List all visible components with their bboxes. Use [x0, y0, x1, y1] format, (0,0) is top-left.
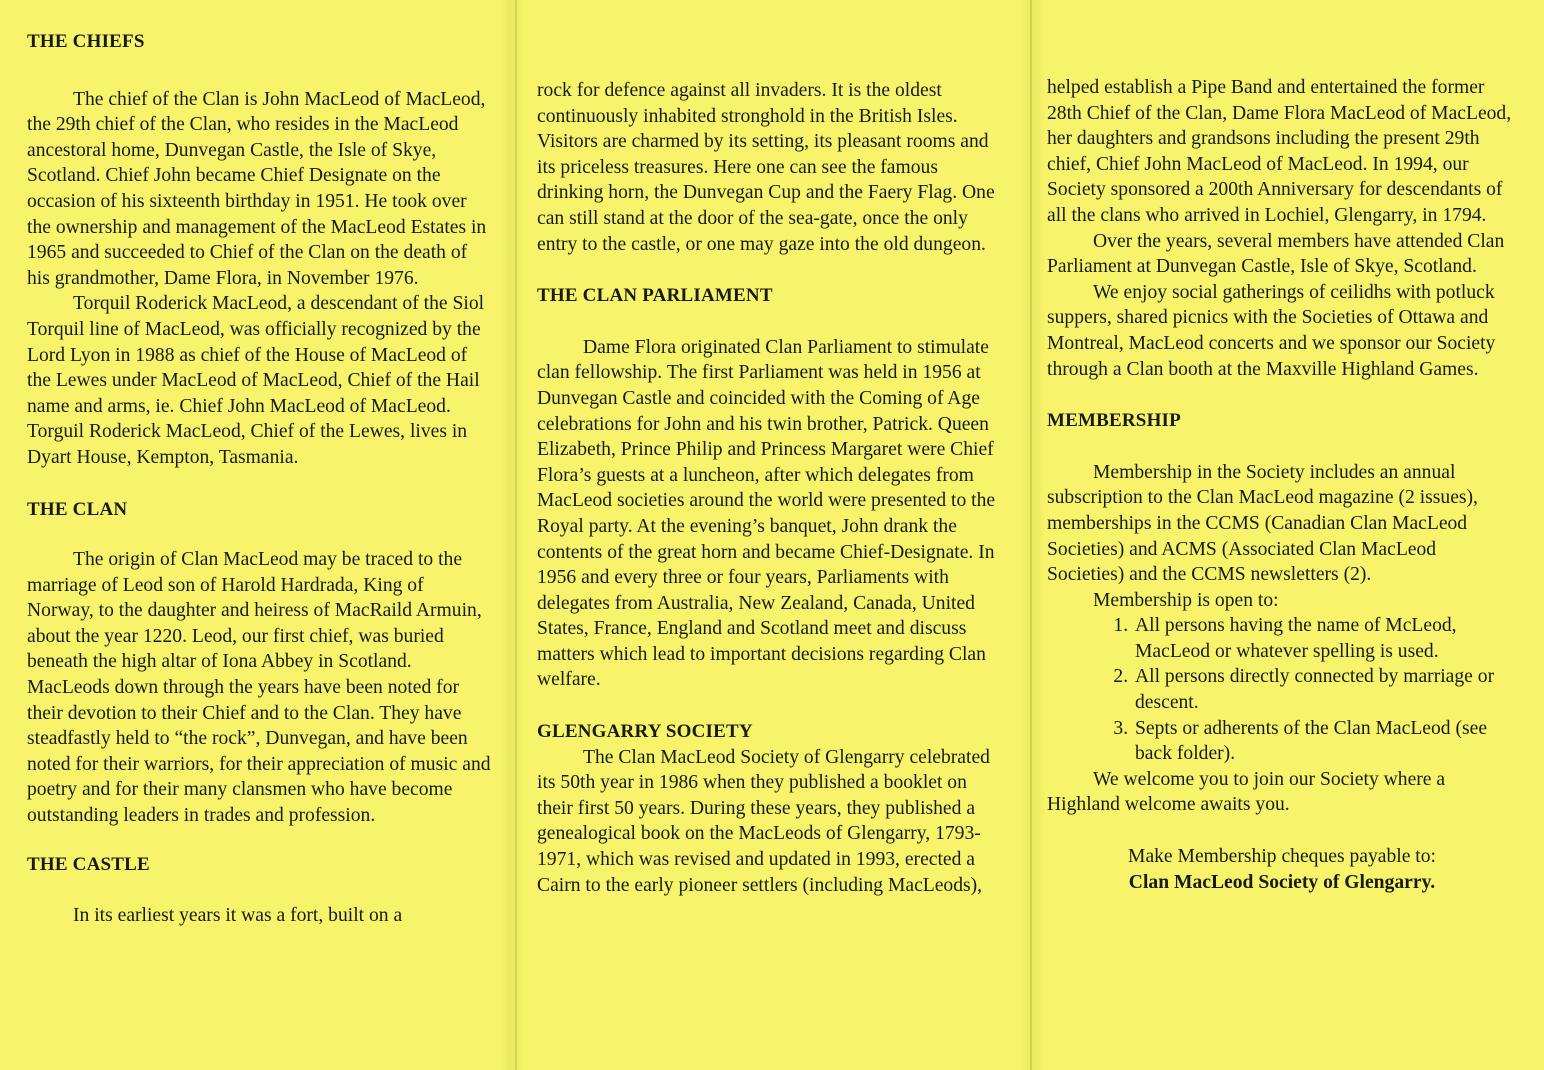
column-middle: [537, 78, 1007, 898]
heading-glengarry-society: GLENGARRY SOCIETY: [537, 721, 753, 743]
heading-the-chiefs: THE CHIEFS: [27, 31, 145, 52]
castle-paragraph-continued: rock for defence against all invaders. It is the oldest continuously inhabited stronghold in the British Isles. Visitors are charmed by its setting, its pleasant rooms and its priceless treasures. Here one can see the famous drinking horn, the Dunvegan Cup and the Faery Flag. One can still stand at the door of the sea-gate, once the only entry to the castle, or one may gaze into the old dungeon.: [537, 80, 995, 255]
membership-eligibility-list: [1047, 613, 1517, 767]
glengarry-paragraph-3: We enjoy social gatherings of ceilidhs with potluck suppers, shared picnics with the Societies of Ottawa and Montreal, MacLeod concerts and we sponsor our Society through a Clan booth at the Maxville Highland Games.: [1047, 281, 1496, 380]
fold-line-right: [1030, 0, 1032, 1070]
list-item: 2. All persons directly connected by marriage or descent.: [1133, 664, 1517, 715]
fold-line-left: [515, 0, 517, 1070]
glengarry-paragraph-continued: helped establish a Pipe Band and entertained the former 28th Chief of the Clan, Dame Flora MacLeod of MacLeod, her daughters and grandsons including the present 29th chief, Chief John MacLeod of MacLeod. In 1994, our Society sponsored a 200th Anniversary for descendants of all the clans who arrived in Lochiel, Glengarry, in 1794.: [1047, 77, 1512, 226]
membership-paragraph-1: Membership in the Society includes an annual subscription to the Clan MacLeod magazine (2 issues), memberships in the CCMS (Canadian Clan MacLeod Societies) and ACMS (Associated Clan MacLeod Societies) and the CCMS newsletters (2).: [1047, 461, 1478, 586]
heading-clan-parliament: THE CLAN PARLIAMENT: [537, 285, 773, 307]
castle-paragraph-1: In its earliest years it was a fort, built on a: [73, 905, 403, 927]
column-right: [1047, 75, 1517, 895]
list-item: 3. Septs or adherents of the Clan MacLeod (see back folder).: [1133, 716, 1517, 767]
membership-open-to: Membership is open to:: [1093, 589, 1279, 611]
clan-paragraph-1: The origin of Clan MacLeod may be traced to the marriage of Leod son of Harold Hardrada, King of Norway, to the daughter and heiress of MacRaild Armuin, about the year 1220. Leod, our first chief, was buried beneath the high altar of Iona Abbey in Scotland. MacLeods down through the years have been noted for their devotion to their Chief and to the Clan. They have steadfastly held to “the rock”, Dunvegan, and have been noted for their warriors, for their appreciation of music and poetry and for their many clansmen who have become outstanding leaders in trades and profession.: [27, 549, 491, 827]
list-item: 1. All persons having the name of McLeod, MacLeod or whatever spelling is used.: [1133, 613, 1517, 664]
chiefs-paragraph-1: The chief of the Clan is John MacLeod of MacLeod, the 29th chief of the Clan, who resides in the MacLeod ancestoral home, Dunvegan Castle, the Isle of Skye, Scotland. Chief John became Chief Designate on the occasion of his sixteenth birthday in 1951. He took over the ownership and management of the MacLeod Estates in 1965 and succeeded to Chief of the Clan on the death of his grandmother, Dame Flora, in November 1976.: [27, 88, 487, 289]
glengarry-paragraph-1: The Clan MacLeod Society of Glengarry celebrated its 50th year in 1986 when they published a booklet on their first 50 years. During these years, they published a genealogical book on the MacLeods of Glengarry, 1793-1971, which was revised and updated in 1993, erected a Cairn to the early pioneer settlers (including MacLeods),: [537, 746, 990, 896]
cheques-label: Make Membership cheques payable to:: [1128, 846, 1436, 868]
welcome-paragraph: We welcome you to join our Society where a Highland welcome awaits you.: [1047, 768, 1446, 816]
heading-membership: MEMBERSHIP: [1047, 410, 1181, 432]
column-left: [27, 29, 493, 929]
heading-the-clan: THE CLAN: [27, 498, 128, 520]
glengarry-paragraph-2: Over the years, several members have attended Clan Parliament at Dunvegan Castle, Isle of Skye, Scotland.: [1047, 230, 1505, 278]
parliament-paragraph-1: Dame Flora originated Clan Parliament to stimulate clan fellowship. The first Parliament was held in 1956 at Dunvegan Castle and coincided with the Coming of Age celebrations for John and his twin brother, Patrick. Queen Elizabeth, Prince Philip and Princess Margaret were Chief Flora’s guests at a luncheon, after which delegates from MacLeod societies around the world were presented to the Royal party. At the evening’s banquet, John drank the contents of the great horn and became Chief-Designate. In 1956 and every three or four years, Parliaments with delegates from Australia, New Zealand, Canada, United States, France, England and Scotland meet and discuss matters which lead to important decisions regarding Clan welfare.: [537, 336, 996, 691]
chiefs-paragraph-2: Torquil Roderick MacLeod, a descendant of the Siol Torquil line of MacLeod, was officially recognized by the Lord Lyon in 1988 as chief of the House of MacLeod of the Lewes under MacLeod of MacLeod, Chief of the Hail name and arms, ie. Chief John MacLeod of MacLeod. Torguil Roderick MacLeod, Chief of the Lewes, lives in Dyart House, Kempton, Tasmania.: [27, 293, 485, 468]
heading-the-castle: THE CASTLE: [27, 853, 150, 875]
cheques-payee: Clan MacLeod Society of Glengarry.: [1128, 871, 1436, 893]
